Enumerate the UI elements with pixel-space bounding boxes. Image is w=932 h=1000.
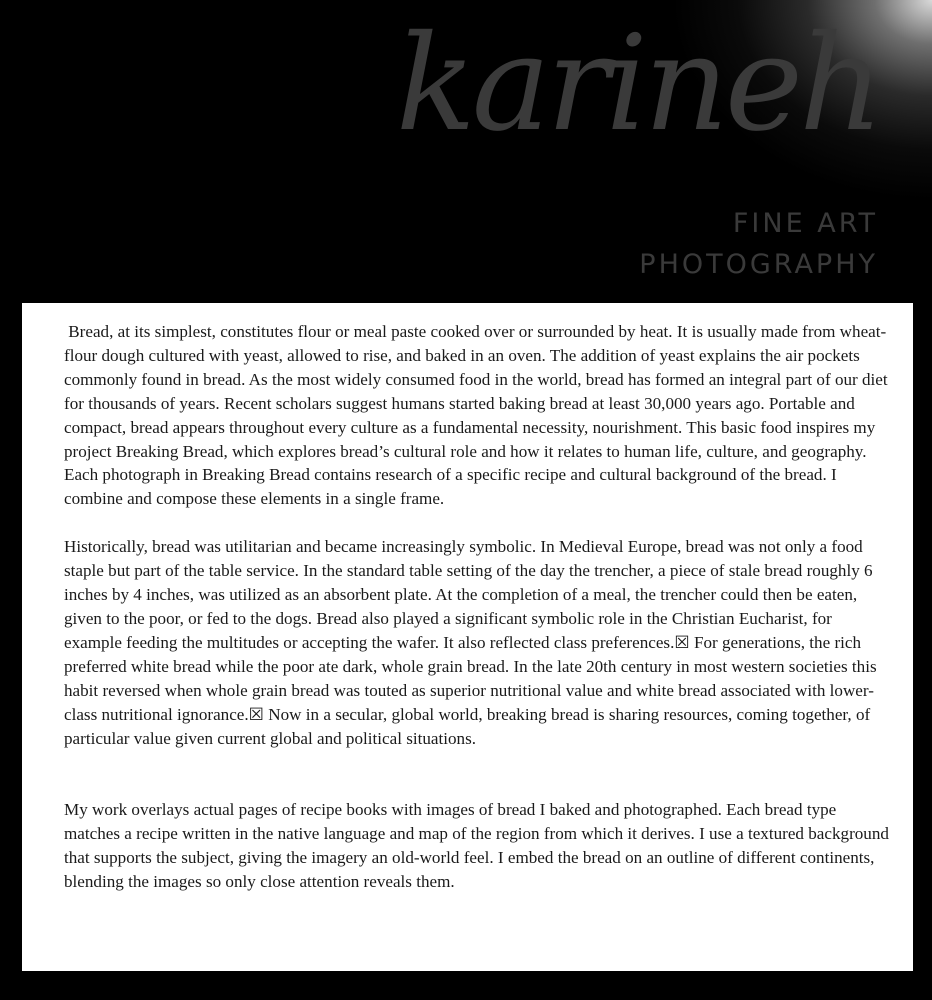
statement-paragraph-2: Historically, bread was utilitarian and became increasingly symbolic. In Medieval Europe, bread was not only a food staple but part of the table service. In the standard table setting of the day the trencher, a piece of stale bread roughly 6 inches by 4 inches, was utilized as an absorbent plate. At the completion of a meal, the trencher could then be eaten, given to the poor, or fed to the dogs. Bread also played a significant symbolic role in the Christian Eucharist, for example feeding the multitudes or accepting the wafer. It also reflected class preferences.☒ For generations, the rich preferred white bread while the poor ate dark, whole grain bread. In the late 20th century in most western societies this habit reversed when whole grain bread was touted as superior nutritional value and white bread associated with lower-class nutritional ignorance.☒ Now in a secular, global world, breaking bread is sharing resources, coming together, of particular value given current global and political situations. [64, 537, 881, 748]
site-header [0, 0, 932, 303]
logo-tagline-photography: PHOTOGRAPHY [639, 249, 878, 280]
logo-tagline-fine-art: FINE ART [732, 208, 878, 239]
logo-wordmark[interactable]: karineh [395, 7, 880, 161]
artist-statement-panel [22, 303, 913, 971]
statement-paragraph-1: Bread, at its simplest, constitutes flour or meal paste cooked over or surrounded by heat. It is usually made from wheat-flour dough cultured with yeast, allowed to rise, and baked in an oven. The addition of yeast explains the air pockets commonly found in bread. As the most widely consumed food in the world, bread has formed an integral part of our diet for thousands of years. Recent scholars suggest humans started baking bread at least 30,000 years ago. Portable and compact, bread appears throughout every culture as a fundamental necessity, nourishment. This basic food inspires my project Breaking Bread, which explores bread’s cultural role and how it relates to human life, culture, and geography. Each photograph in Breaking Bread contains research of a specific recipe and cultural background of the bread. I combine and compose these elements in a single frame. [64, 322, 892, 509]
statement-paragraph-3: My work overlays actual pages of recipe books with images of bread I baked and photographed. Each bread type matches a recipe written in the native language and map of the region from which it derives. I use a textured background that supports the subject, giving the imagery an old-world feel. I embed the bread on an outline of different continents, blending the images so only close attention reveals them. [64, 800, 894, 892]
